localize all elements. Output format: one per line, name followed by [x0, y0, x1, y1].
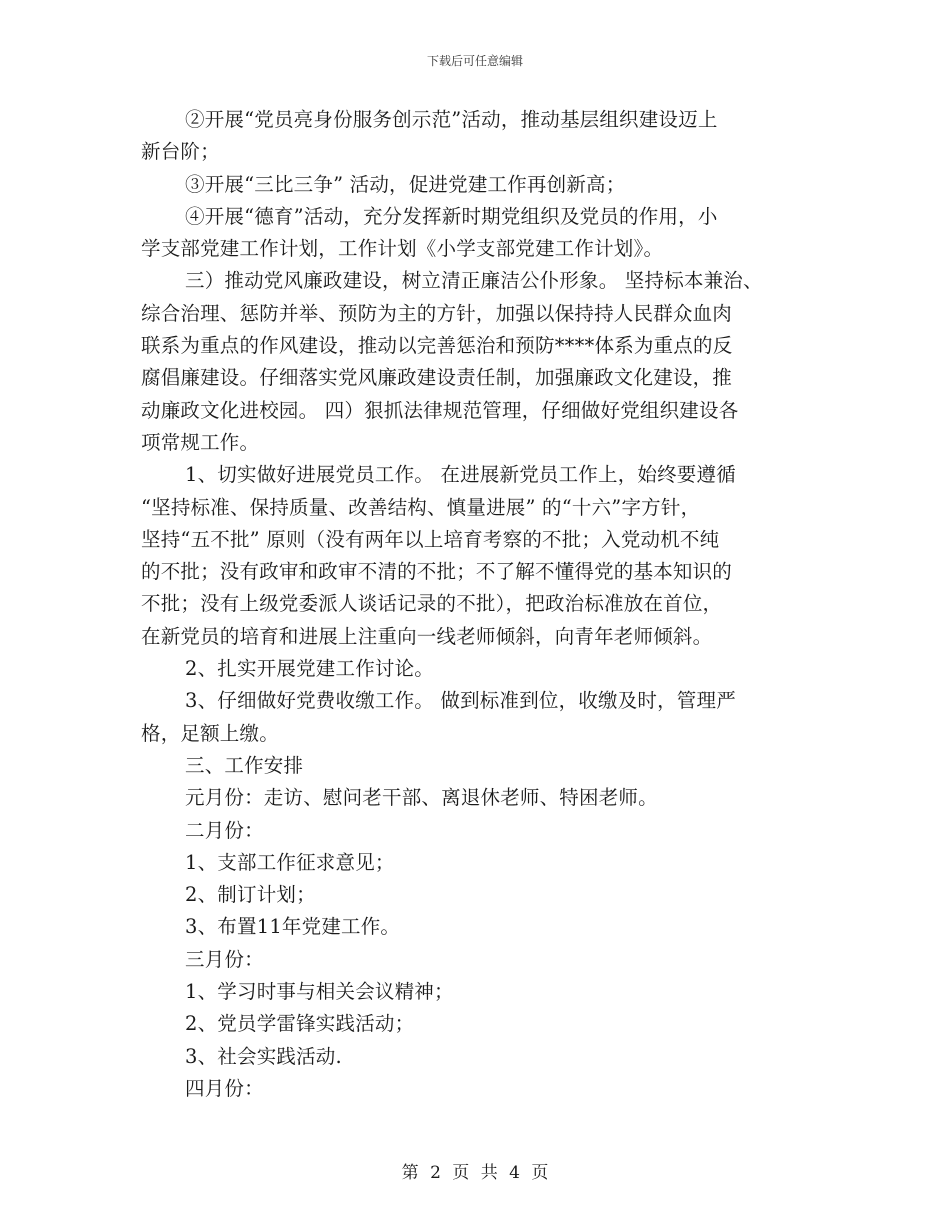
text-line: 新台阶；	[141, 140, 220, 164]
text-line: 四月份：	[185, 1076, 264, 1100]
text-line: 2、扎实开展党建工作讨论。	[185, 657, 435, 681]
text-line: 3、仔细做好党费收缴工作。 做到标准到位，收缴及时，管理严	[185, 689, 736, 713]
text-line: “坚持标准、保持质量、改善结构、慎量进展” 的“十六”字方针，	[141, 495, 701, 519]
text-line: 二月份：	[185, 818, 264, 842]
text-line: 项常规工作。	[141, 430, 260, 454]
text-line: 1、学习时事与相关会议精神；	[185, 980, 454, 1004]
text-line: 1、切实做好进展党员工作。 在进展新党员工作上，始终要遵循	[185, 463, 736, 487]
text-line: 1、支部工作征求意见；	[185, 850, 395, 874]
text-line: 三月份：	[185, 947, 264, 971]
document-body	[141, 104, 831, 1105]
text-line: 联系为重点的作风建设，推动以完善惩治和预防****体系为重点的反	[141, 334, 733, 358]
text-line: 元月份：走访、慰问老干部、离退休老师、特困老师。	[185, 786, 658, 810]
page-header: 下载后可任意编辑	[426, 54, 523, 68]
text-line: 三、工作安排	[185, 753, 304, 777]
text-line: 不批；没有上级党委派人谈话记录的不批），把政治标准放在首位，	[141, 592, 723, 616]
text-line: 坚持“五不批” 原则（没有两年以上培育考察的不批；入党动机不纯	[141, 527, 720, 551]
text-line: 2、党员学雷锋实践活动；	[185, 1012, 415, 1036]
text-line: 的不批；没有政审和政审不清的不批；不了解不懂得党的基本知识的	[141, 560, 733, 584]
text-line: 3、社会实践活动.	[185, 1044, 342, 1068]
text-line: 2、制订计划；	[185, 883, 316, 907]
text-line: 在新党员的培育和进展上注重向一线老师倾斜，向青年老师倾斜。	[141, 624, 713, 648]
text-line: 动廉政文化进校园。 四）狠抓法律规范管理，仔细做好党组织建设各	[141, 398, 739, 422]
text-line: ③开展“三比三争” 活动，促进党建工作再创新高；	[185, 172, 626, 196]
text-line: ②开展“党员亮身份服务创示范”活动，推动基层组织建设迈上	[185, 108, 718, 131]
text-line: 综合治理、惩防并举、预防为主的方针，加强以保持持人民群众血肉	[141, 301, 733, 325]
text-line: 3、布置11年党建工作。	[185, 915, 401, 939]
text-line: 学支部党建工作计划，工作计划《小学支部党建工作计划》。	[141, 237, 664, 261]
text-line: 三）推动党风廉政建设，树立清正廉洁公仆形象。 坚持标本兼治、	[185, 269, 763, 293]
page-number-footer: 第 2 页 共 4 页	[401, 1163, 549, 1183]
text-line: 腐倡廉建设。仔细落实党风廉政建设责任制，加强廉政文化建设，推	[141, 366, 733, 390]
text-line: 格，足额上缴。	[141, 721, 279, 745]
text-line: ④开展“德育”活动，充分发挥新时期党组织及党员的作用，小	[185, 204, 718, 228]
